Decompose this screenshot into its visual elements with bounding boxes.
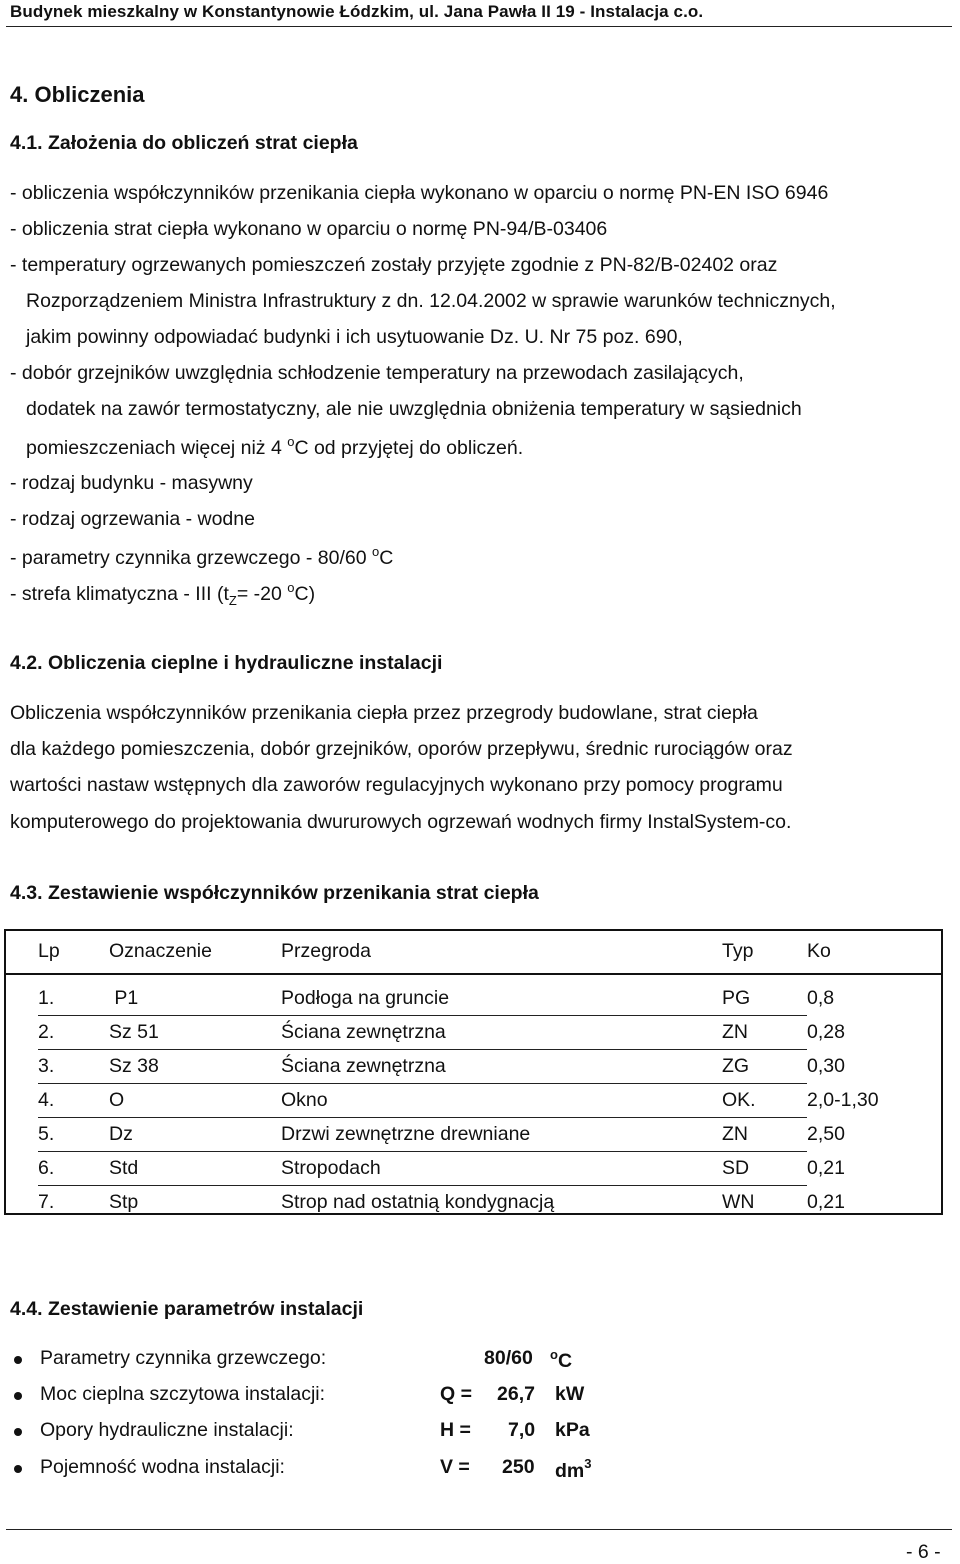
subsection-heading-4-3: 4.3. Zestawienie współczynników przenikania strat ciepła [10,882,539,904]
param-unit: $^o$C [550,1347,573,1372]
cell-ko: 0,8 [807,987,835,1010]
column-header: Lp [38,929,109,974]
assumption-line: - rodzaj ogrzewania - wodne [10,508,255,530]
paragraph-line: komputerowego do projektowania dwururowych ogrzewań wodnych firmy InstalSystem-co. [10,811,792,833]
cell-lp: 7. [38,1191,55,1213]
cell-typ: ZN [722,1118,807,1152]
assumption-line: dodatek na zawór termostatyczny, ale nie uwzględnia obniżenia temperatury w sąsiednich [26,398,802,420]
cell-lp: 1. [38,982,109,1016]
bullet-icon [14,1356,22,1364]
subsection-heading-4-4: 4.4. Zestawienie parametrów instalacji [10,1298,364,1320]
param-label: Moc cieplna szczytowa instalacji: [40,1383,326,1405]
table-row [4,1118,941,1152]
cell-typ: OK. [722,1084,807,1118]
param-symbol: V = [440,1456,470,1478]
cell-oznaczenie: Stp [109,1191,139,1213]
running-header: Budynek mieszkalny w Konstantynowie Łódzkim, ul. Jana Pawła II 19 - Instalacja c.o. [10,2,704,21]
table-row [4,1050,941,1084]
bullet-icon [14,1428,22,1436]
cell-ko: 0,21 [807,1157,845,1179]
paragraph-line: wartości nastaw wstępnych dla zaworów regulacyjnych wykonano przy pomocy programu [10,774,783,796]
assumption-line: - strefa klimatyczna - III ($t_Z= -20$ $^o$C) [10,580,316,608]
cell-lp: 4. [38,1084,109,1118]
table-row [4,1152,941,1186]
param-label: Parametry czynnika grzewczego: [40,1347,327,1369]
cell-przegroda: Ściana zewnętrzna [281,1050,722,1084]
assumption-line: - rodzaj budynku - masywny [10,472,253,494]
subsection-heading-4-1: 4.1. Założenia do obliczeń strat ciepła [10,132,358,154]
cell-ko: 0,28 [807,1021,845,1043]
param-value: 80/60 [484,1347,533,1369]
cell-przegroda: Drzwi zewnętrzne drewniane [281,1118,722,1152]
cell-przegroda: Podłoga na gruncie [281,982,722,1016]
assumption-line: Rozporządzeniem Ministra Infrastruktury z dn. 12.04.2002 w sprawie warunków technicznych, [26,290,836,312]
cell-przegroda: Strop nad ostatnią kondygnacją [281,1191,555,1213]
param-value: 7,0 [508,1419,536,1441]
header-rule [6,26,952,27]
param-unit: $dm^3$ [555,1456,592,1482]
param-unit: kW [555,1383,585,1405]
cell-ko: 2,50 [807,1123,845,1145]
cell-lp: 3. [38,1050,109,1084]
cell-typ: WN [722,1191,755,1213]
param-value: 26,7 [497,1383,535,1405]
table-row [4,1084,941,1118]
assumption-line: - obliczenia współczynników przenikania ciepła wykonano w oparciu o normę PN-EN ISO 6946 [10,182,829,204]
cell-lp: 6. [38,1152,109,1186]
table-row [4,1016,941,1050]
cell-oznaczenie: O [109,1084,281,1118]
section-heading: 4. Obliczenia [10,82,145,107]
assumption-line: jakim powinny odpowiadać budynki i ich usytuowanie Dz. U. Nr 75 poz. 690, [26,326,683,348]
cell-przegroda: Ściana zewnętrzna [281,1016,722,1050]
table-header-row [4,929,941,974]
bullet-icon [14,1465,22,1473]
cell-oznaczenie: Dz [109,1118,281,1152]
cell-typ: ZN [722,1016,807,1050]
paragraph-line: Obliczenia współczynników przenikania ciepła przez przegrody budowlane, strat ciepła [10,702,758,724]
param-label: Opory hydrauliczne instalacji: [40,1419,294,1441]
param-label: Pojemność wodna instalacji: [40,1456,285,1478]
assumption-line: - dobór grzejników uwzględnia schłodzenie temperatury na przewodach zasilających, [10,362,744,384]
cell-lp: 5. [38,1118,109,1152]
cell-lp: 2. [38,1016,109,1050]
table-row [4,1186,941,1220]
assumption-line: pomieszczeniach więcej niż 4 $^o$C od przyjętej do obliczeń. [26,434,524,459]
column-header: Oznaczenie [109,929,281,974]
column-header: Przegroda [281,929,722,974]
column-header: Typ [722,929,807,974]
assumption-line: - obliczenia strat ciepła wykonano w oparciu o normę PN-94/B-03406 [10,218,608,240]
cell-oznaczenie: Std [109,1152,281,1186]
param-unit: kPa [555,1419,590,1441]
cell-typ: SD [722,1152,807,1186]
table-row [4,982,941,1016]
cell-oznaczenie: Sz 38 [109,1050,281,1084]
cell-oznaczenie: P1 [109,982,281,1016]
subsection-heading-4-2: 4.2. Obliczenia cieplne i hydrauliczne instalacji [10,652,443,674]
cell-oznaczenie: Sz 51 [109,1016,281,1050]
param-value: 250 [502,1456,535,1478]
cell-typ: ZG [722,1050,807,1084]
paragraph-line: dla każdego pomieszczenia, dobór grzejników, oporów przepływu, średnic rurociągów oraz [10,738,793,760]
cell-ko: 2,0-1,30 [807,1089,879,1111]
page-number: - 6 - [906,1541,941,1563]
cell-przegroda: Stropodach [281,1152,722,1186]
param-symbol: H = [440,1419,471,1441]
cell-typ: PG [722,982,807,1016]
assumption-line: - temperatury ogrzewanych pomieszczeń zostały przyjęte zgodnie z PN-82/B-02402 oraz [10,254,778,276]
bullet-icon [14,1392,22,1400]
cell-ko: 0,30 [807,1055,845,1077]
param-symbol: Q = [440,1383,472,1405]
cell-przegroda: Okno [281,1084,722,1118]
cell-ko: 0,21 [807,1190,845,1213]
column-header: Ko [807,929,941,974]
coefficients-table [4,929,941,1219]
footer-rule [6,1529,952,1530]
assumption-line: - parametry czynnika grzewczego - 80/60 $^o$C [10,544,394,569]
